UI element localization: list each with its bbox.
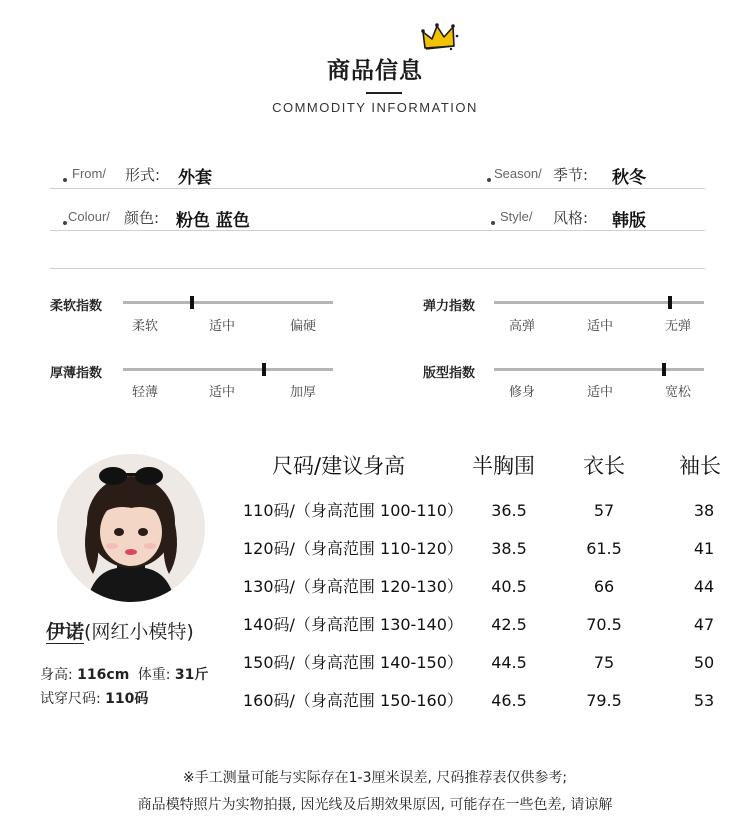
table-row-size: 110码/（身高范围 100-110） xyxy=(243,501,463,520)
fit-index-marker xyxy=(662,363,666,376)
table-cell-chest: 38.5 xyxy=(491,539,527,558)
trial-size-value: 110码 xyxy=(105,691,149,707)
section-divider xyxy=(50,268,705,269)
season-value: 秋冬 xyxy=(612,168,646,188)
height-label: 身高: xyxy=(40,667,73,683)
thickness-index-track xyxy=(123,368,333,371)
thickness-tick: 加厚 xyxy=(290,385,317,400)
table-cell-sleeve: 41 xyxy=(693,539,715,558)
table-cell-length: 61.5 xyxy=(586,539,622,558)
table-cell-sleeve: 47 xyxy=(693,615,715,634)
table-cell-chest: 40.5 xyxy=(491,577,527,596)
colour-value: 粉色 蓝色 xyxy=(176,211,250,231)
table-row-size: 130码/（身高范围 120-130） xyxy=(243,577,463,596)
form-label: 形式: xyxy=(125,166,161,184)
elasticity-tick: 无弹 xyxy=(665,319,692,334)
softness-tick: 偏硬 xyxy=(290,319,317,334)
style-value: 韩版 xyxy=(612,211,646,231)
bullet-dot xyxy=(491,221,495,225)
elasticity-index-marker xyxy=(668,296,672,309)
table-row-size: 140码/（身高范围 130-140） xyxy=(243,615,463,634)
table-header-size: 尺码/建议身高 xyxy=(272,454,406,478)
table-cell-chest: 44.5 xyxy=(491,653,527,672)
table-header-sleeve: 袖长 xyxy=(679,454,721,478)
fit-tick: 宽松 xyxy=(665,385,692,400)
footer-note-color: 商品模特照片为实物拍摄, 因光线及后期效果原因, 可能存在一些色差, 请谅解 xyxy=(137,797,613,813)
fit-index-track xyxy=(494,368,704,371)
fit-index-label: 版型指数 xyxy=(423,366,476,381)
fit-tick: 修身 xyxy=(509,385,536,400)
softness-index-track xyxy=(123,301,333,304)
table-cell-chest: 46.5 xyxy=(491,691,527,710)
form-key: From/ xyxy=(72,166,106,181)
bullet-dot xyxy=(63,221,67,225)
table-cell-sleeve: 50 xyxy=(693,653,715,672)
table-cell-chest: 42.5 xyxy=(491,615,527,634)
form-value: 外套 xyxy=(178,168,212,188)
table-header-chest: 半胸围 xyxy=(472,454,535,478)
table-cell-chest: 36.5 xyxy=(491,501,527,520)
page-title: 商品信息 xyxy=(327,58,423,84)
thickness-tick: 轻薄 xyxy=(132,385,159,400)
softness-tick: 适中 xyxy=(209,319,236,334)
softness-index-label: 柔软指数 xyxy=(50,299,103,314)
softness-tick: 柔软 xyxy=(132,319,159,334)
colour-label: 颜色: xyxy=(124,209,160,227)
table-cell-length: 57 xyxy=(593,501,615,520)
table-header-length: 衣长 xyxy=(583,454,625,478)
model-name: 伊诺 xyxy=(46,621,85,643)
table-cell-length: 75 xyxy=(593,653,615,672)
elasticity-index-label: 弹力指数 xyxy=(423,299,476,314)
colour-key: Colour/ xyxy=(68,209,110,224)
info-divider xyxy=(50,188,705,189)
table-cell-sleeve: 38 xyxy=(693,501,715,520)
table-row-size: 120码/（身高范围 110-120） xyxy=(243,539,463,558)
model-trial-size xyxy=(40,688,148,708)
model-portrait-icon xyxy=(57,454,205,602)
style-key: Style/ xyxy=(500,209,533,224)
crown-icon xyxy=(421,22,459,54)
model-name-note: (网红小模特) xyxy=(84,621,194,643)
elasticity-tick: 高弹 xyxy=(509,319,536,334)
model-photo xyxy=(57,454,205,602)
thickness-index-marker xyxy=(262,363,266,376)
height-value: 116cm xyxy=(77,667,130,683)
softness-index-marker xyxy=(190,296,194,309)
elasticity-index-track xyxy=(494,301,704,304)
title-divider xyxy=(366,92,402,94)
info-divider xyxy=(50,230,705,231)
table-cell-length: 70.5 xyxy=(586,615,622,634)
style-label: 风格: xyxy=(553,209,589,227)
weight-label: 体重: xyxy=(137,667,171,683)
model-name-line xyxy=(46,617,194,644)
weight-value: 31斤 xyxy=(174,667,209,683)
season-label: 季节: xyxy=(553,166,589,184)
table-row-size: 150码/（身高范围 140-150） xyxy=(243,653,463,672)
bullet-dot xyxy=(63,178,67,182)
elasticity-tick: 适中 xyxy=(587,319,614,334)
bullet-dot xyxy=(487,178,491,182)
season-key: Season/ xyxy=(494,166,542,181)
table-cell-length: 79.5 xyxy=(586,691,622,710)
thickness-tick: 适中 xyxy=(209,385,236,400)
thickness-index-label: 厚薄指数 xyxy=(50,366,103,381)
trial-size-label: 试穿尺码: xyxy=(40,691,101,707)
table-cell-sleeve: 44 xyxy=(693,577,715,596)
table-cell-length: 66 xyxy=(593,577,615,596)
page-subtitle: COMMODITY INFORMATION xyxy=(272,100,478,115)
model-height-weight xyxy=(40,664,208,684)
fit-tick: 适中 xyxy=(587,385,614,400)
table-row-size: 160码/（身高范围 150-160） xyxy=(243,691,463,710)
footer-note-measurement: ※手工测量可能与实际存在1-3厘米误差, 尺码推荐表仅供参考; xyxy=(182,770,568,786)
table-cell-sleeve: 53 xyxy=(693,691,715,710)
